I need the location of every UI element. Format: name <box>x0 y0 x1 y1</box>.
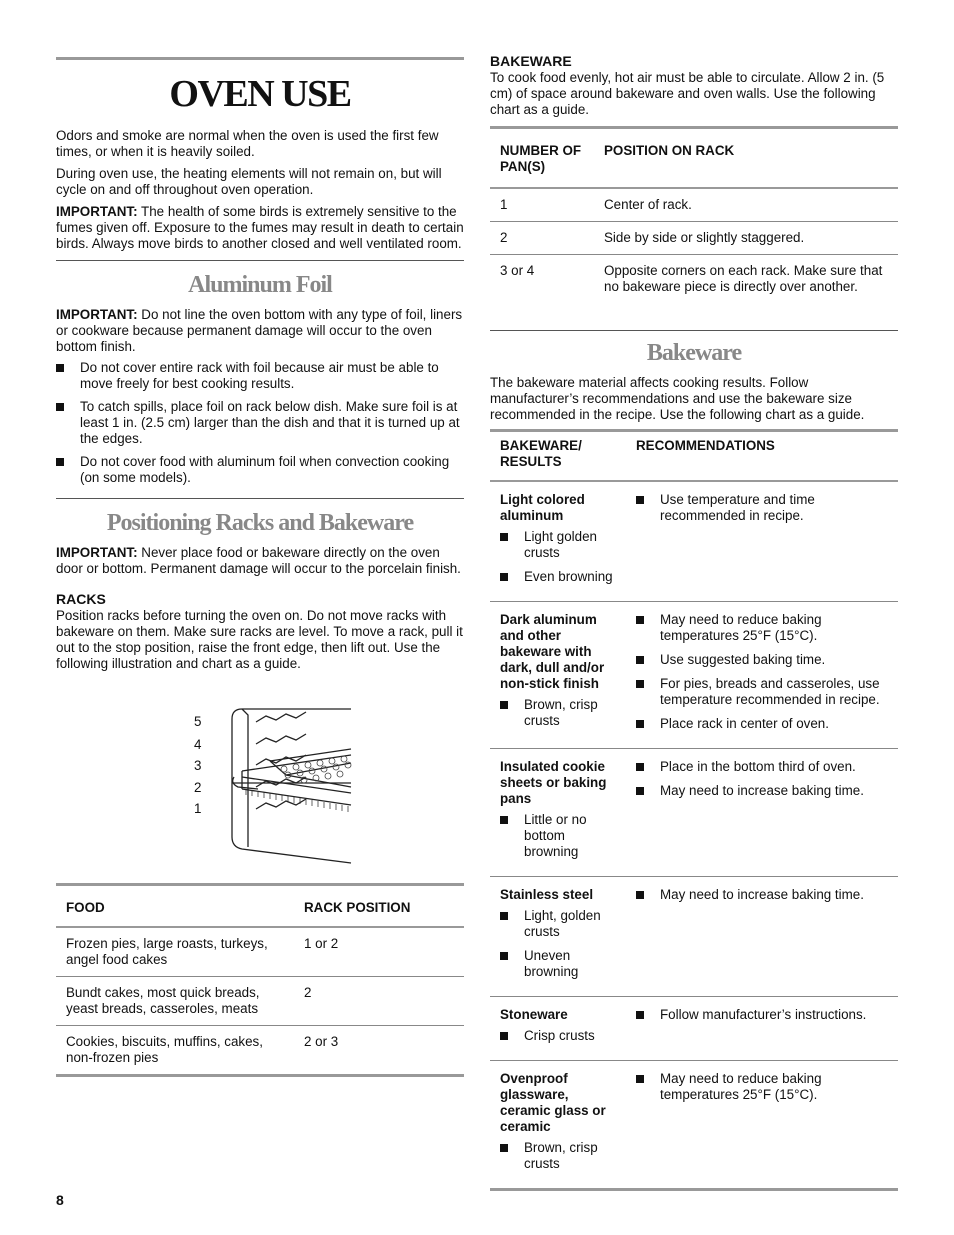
table-row <box>56 927 464 977</box>
bullet-square-icon <box>636 787 644 795</box>
bullet-square-icon <box>636 1011 644 1019</box>
table-row <box>490 188 898 222</box>
results-list <box>500 529 616 585</box>
left-column <box>56 0 464 1077</box>
results-list <box>500 1028 616 1044</box>
recommendations-list <box>636 1071 888 1103</box>
bakeware-type: Dark aluminum and other bakeware with dark, dull and/or non-stick finish <box>500 612 605 691</box>
table-row <box>490 602 898 749</box>
list-item: May need to increase baking time. <box>636 887 888 903</box>
table-header-row <box>490 128 898 189</box>
table-row <box>490 1061 898 1190</box>
table-cell <box>490 1061 626 1190</box>
rack-label-4: 4 <box>194 737 202 752</box>
table-cell <box>626 1061 898 1190</box>
table-row <box>490 749 898 877</box>
table-row <box>490 997 898 1061</box>
racks-heading: RACKS <box>56 591 106 607</box>
recommendations-list <box>636 612 888 732</box>
table-row <box>490 255 898 331</box>
table-header-cell: POSITION ON RACK <box>604 143 735 158</box>
pan-position-table <box>490 126 898 331</box>
important-label: IMPORTANT: <box>56 204 138 219</box>
table-cell <box>626 877 898 997</box>
results-list <box>500 697 616 729</box>
table-cell: Side by side or slightly staggered. <box>604 230 805 245</box>
table-cell <box>490 481 626 602</box>
bakeware-spacing-text: To cook food evenly, hot air must be able to circulate. Allow 2 in. (5 cm) of space around bakeware and oven walls. Use the following chart as a guide. <box>490 70 885 117</box>
bullet-square-icon <box>636 656 644 664</box>
section-divider <box>56 498 464 499</box>
bullet-square-icon <box>56 364 64 372</box>
table-cell <box>490 877 626 997</box>
list-item: Light, golden crusts <box>500 908 616 940</box>
table-cell: Center of rack. <box>604 197 692 212</box>
oven-use-para-2: During oven use, the heating elements will not remain on, but will cycle on and off throughout oven operation. <box>56 166 442 197</box>
section-divider <box>56 260 464 261</box>
bullet-square-icon <box>636 680 644 688</box>
table-cell: 3 or 4 <box>500 263 535 278</box>
bullet-square-icon <box>56 458 64 466</box>
list-item: Brown, crisp crusts <box>500 697 616 729</box>
list-item: Crisp crusts <box>500 1028 616 1044</box>
list-item: Uneven browning <box>500 948 616 980</box>
list-item: Use temperature and time recommended in recipe. <box>636 492 888 524</box>
rack-label-1: 1 <box>194 801 202 816</box>
bullet-square-icon <box>636 720 644 728</box>
table-cell: Opposite corners on each rack. Make sure that no bakeware piece is directly over another. <box>604 263 883 294</box>
positioning-important <box>56 545 464 577</box>
table-cell: 2 <box>500 230 508 245</box>
table-cell <box>626 602 898 749</box>
table-cell <box>490 749 626 877</box>
list-item: May need to reduce baking temperatures 25°F (15°C). <box>636 612 888 644</box>
bakeware-results-table <box>490 429 898 1191</box>
bullet-square-icon <box>636 496 644 504</box>
bullet-square-icon <box>500 1032 508 1040</box>
table-header-cell: RECOMMENDATIONS <box>636 438 775 453</box>
bullet-square-icon <box>500 816 508 824</box>
list-item: To catch spills, place foil on rack below dish. Make sure foil is at least 1 in. (2.5 cm) larger than the dish and that it is turned up at the edges. <box>56 399 464 447</box>
table-cell: 2 or 3 <box>304 1034 339 1049</box>
list-item: Light golden crusts <box>500 529 616 561</box>
rack-label-5: 5 <box>194 714 202 729</box>
bakeware-type: Stoneware <box>500 1007 568 1022</box>
page-number: 8 <box>56 1192 64 1208</box>
racks-text: Position racks before turning the oven on. Do not move racks with bakeware on them. Make sure racks are level. To move a rack, pull it out to the stop position, raise the front edge, then lift out. Use the following illustration and chart as a guide. <box>56 608 463 671</box>
bullet-square-icon <box>500 912 508 920</box>
recommendations-list <box>636 887 888 903</box>
aluminum-foil-title: Aluminum Foil <box>188 272 332 298</box>
important-text: Do not line the oven bottom with any type of foil, liners or cookware because permanent damage will occur to the oven bottom finish. <box>56 307 463 354</box>
table-header-cell: NUMBER OF PAN(S) <box>500 143 582 174</box>
table-cell <box>626 749 898 877</box>
table-header-cell: BAKEWARE/ RESULTS <box>500 438 582 469</box>
bullet-square-icon <box>636 763 644 771</box>
positioning-title: Positioning Racks and Bakeware <box>106 510 414 536</box>
list-item: Do not cover entire rack with foil because air must be able to move freely for best cooking results. <box>56 360 464 392</box>
important-label: IMPORTANT: <box>56 307 138 322</box>
rack-illustration <box>56 697 464 877</box>
table-row <box>56 977 464 1026</box>
top-rule <box>56 57 464 60</box>
list-item: Do not cover food with aluminum foil when convection cooking (on some models). <box>56 454 464 486</box>
important-text: Never place food or bakeware directly on the oven door or bottom. Permanent damage will occur to the porcelain finish. <box>56 545 461 576</box>
bakeware-type: Light colored aluminum <box>500 492 585 523</box>
bullet-square-icon <box>636 1075 644 1083</box>
oven-use-important <box>56 204 464 252</box>
right-column <box>490 0 898 1191</box>
bullet-square-icon <box>500 952 508 960</box>
list-item: May need to reduce baking temperatures 25°F (15°C). <box>636 1071 888 1103</box>
bullet-square-icon <box>500 533 508 541</box>
results-list <box>500 1140 616 1172</box>
list-item: Little or no bottom browning <box>500 812 616 860</box>
list-item: Place in the bottom third of oven. <box>636 759 888 775</box>
results-list <box>500 908 616 980</box>
rack-label-3: 3 <box>194 758 202 773</box>
list-item: May need to increase baking time. <box>636 783 888 799</box>
bullet-square-icon <box>56 403 64 411</box>
table-header-row <box>56 885 464 928</box>
table-cell <box>490 602 626 749</box>
table-cell <box>490 997 626 1061</box>
list-item: For pies, breads and casseroles, use temperature recommended in recipe. <box>636 676 888 708</box>
list-item: Brown, crisp crusts <box>500 1140 616 1172</box>
bullet-square-icon <box>636 616 644 624</box>
food-rack-table <box>56 883 464 1077</box>
table-row <box>56 1026 464 1076</box>
bullet-square-icon <box>500 1144 508 1152</box>
table-header-cell: FOOD <box>66 900 105 915</box>
table-cell: 2 <box>304 985 312 1000</box>
table-row <box>490 877 898 997</box>
bakeware-type: Ovenproof glassware, ceramic glass or ceramic <box>500 1071 606 1134</box>
list-item: Use suggested baking time. <box>636 652 888 668</box>
bakeware-title: Bakeware <box>646 340 742 366</box>
important-text: The health of some birds is extremely sensitive to the fumes given off. Exposure to the fumes may result in death to certain birds. Always move birds to another closed and well ventilated room. <box>56 204 464 251</box>
list-item: Place rack in center of oven. <box>636 716 888 732</box>
table-header-cell: RACK POSITION <box>304 900 411 915</box>
table-cell: 1 or 2 <box>304 936 339 951</box>
list-item: Follow manufacturer’s instructions. <box>636 1007 888 1023</box>
aluminum-foil-important <box>56 307 464 355</box>
aluminum-foil-bullets <box>56 360 464 486</box>
list-item: Even browning <box>500 569 616 585</box>
recommendations-list <box>636 759 888 799</box>
table-cell: 1 <box>500 197 508 212</box>
table-cell <box>626 997 898 1061</box>
table-cell: Cookies, biscuits, muffins, cakes, non-frozen pies <box>66 1034 263 1065</box>
bakeware-type: Insulated cookie sheets or baking pans <box>500 759 607 806</box>
recommendations-list <box>636 1007 888 1023</box>
bakeware-text: The bakeware material affects cooking results. Follow manufacturer’s recommendations and use the bakeware size recommended in the recipe. Use the following chart as a guide. <box>490 375 865 422</box>
rack-label-2: 2 <box>194 780 202 795</box>
bullet-square-icon <box>500 573 508 581</box>
oven-rack-diagram <box>56 697 464 877</box>
table-cell: Frozen pies, large roasts, turkeys, angel food cakes <box>66 936 268 967</box>
bakeware-spacing-heading: BAKEWARE <box>490 53 572 69</box>
bakeware-type: Stainless steel <box>500 887 594 902</box>
table-row <box>490 222 898 255</box>
recommendations-list <box>636 492 888 524</box>
bullet-square-icon <box>636 891 644 899</box>
results-list <box>500 812 616 860</box>
oven-use-para-1: Odors and smoke are normal when the oven is used the first few times, or when it is heavily soiled. <box>56 128 439 159</box>
table-cell: Bundt cakes, most quick breads, yeast breads, casseroles, meats <box>66 985 260 1016</box>
bullet-square-icon <box>500 701 508 709</box>
table-row <box>490 481 898 602</box>
table-header-row <box>490 431 898 482</box>
important-label: IMPORTANT: <box>56 545 138 560</box>
page-title: OVEN USE <box>169 73 351 115</box>
table-cell <box>626 481 898 602</box>
